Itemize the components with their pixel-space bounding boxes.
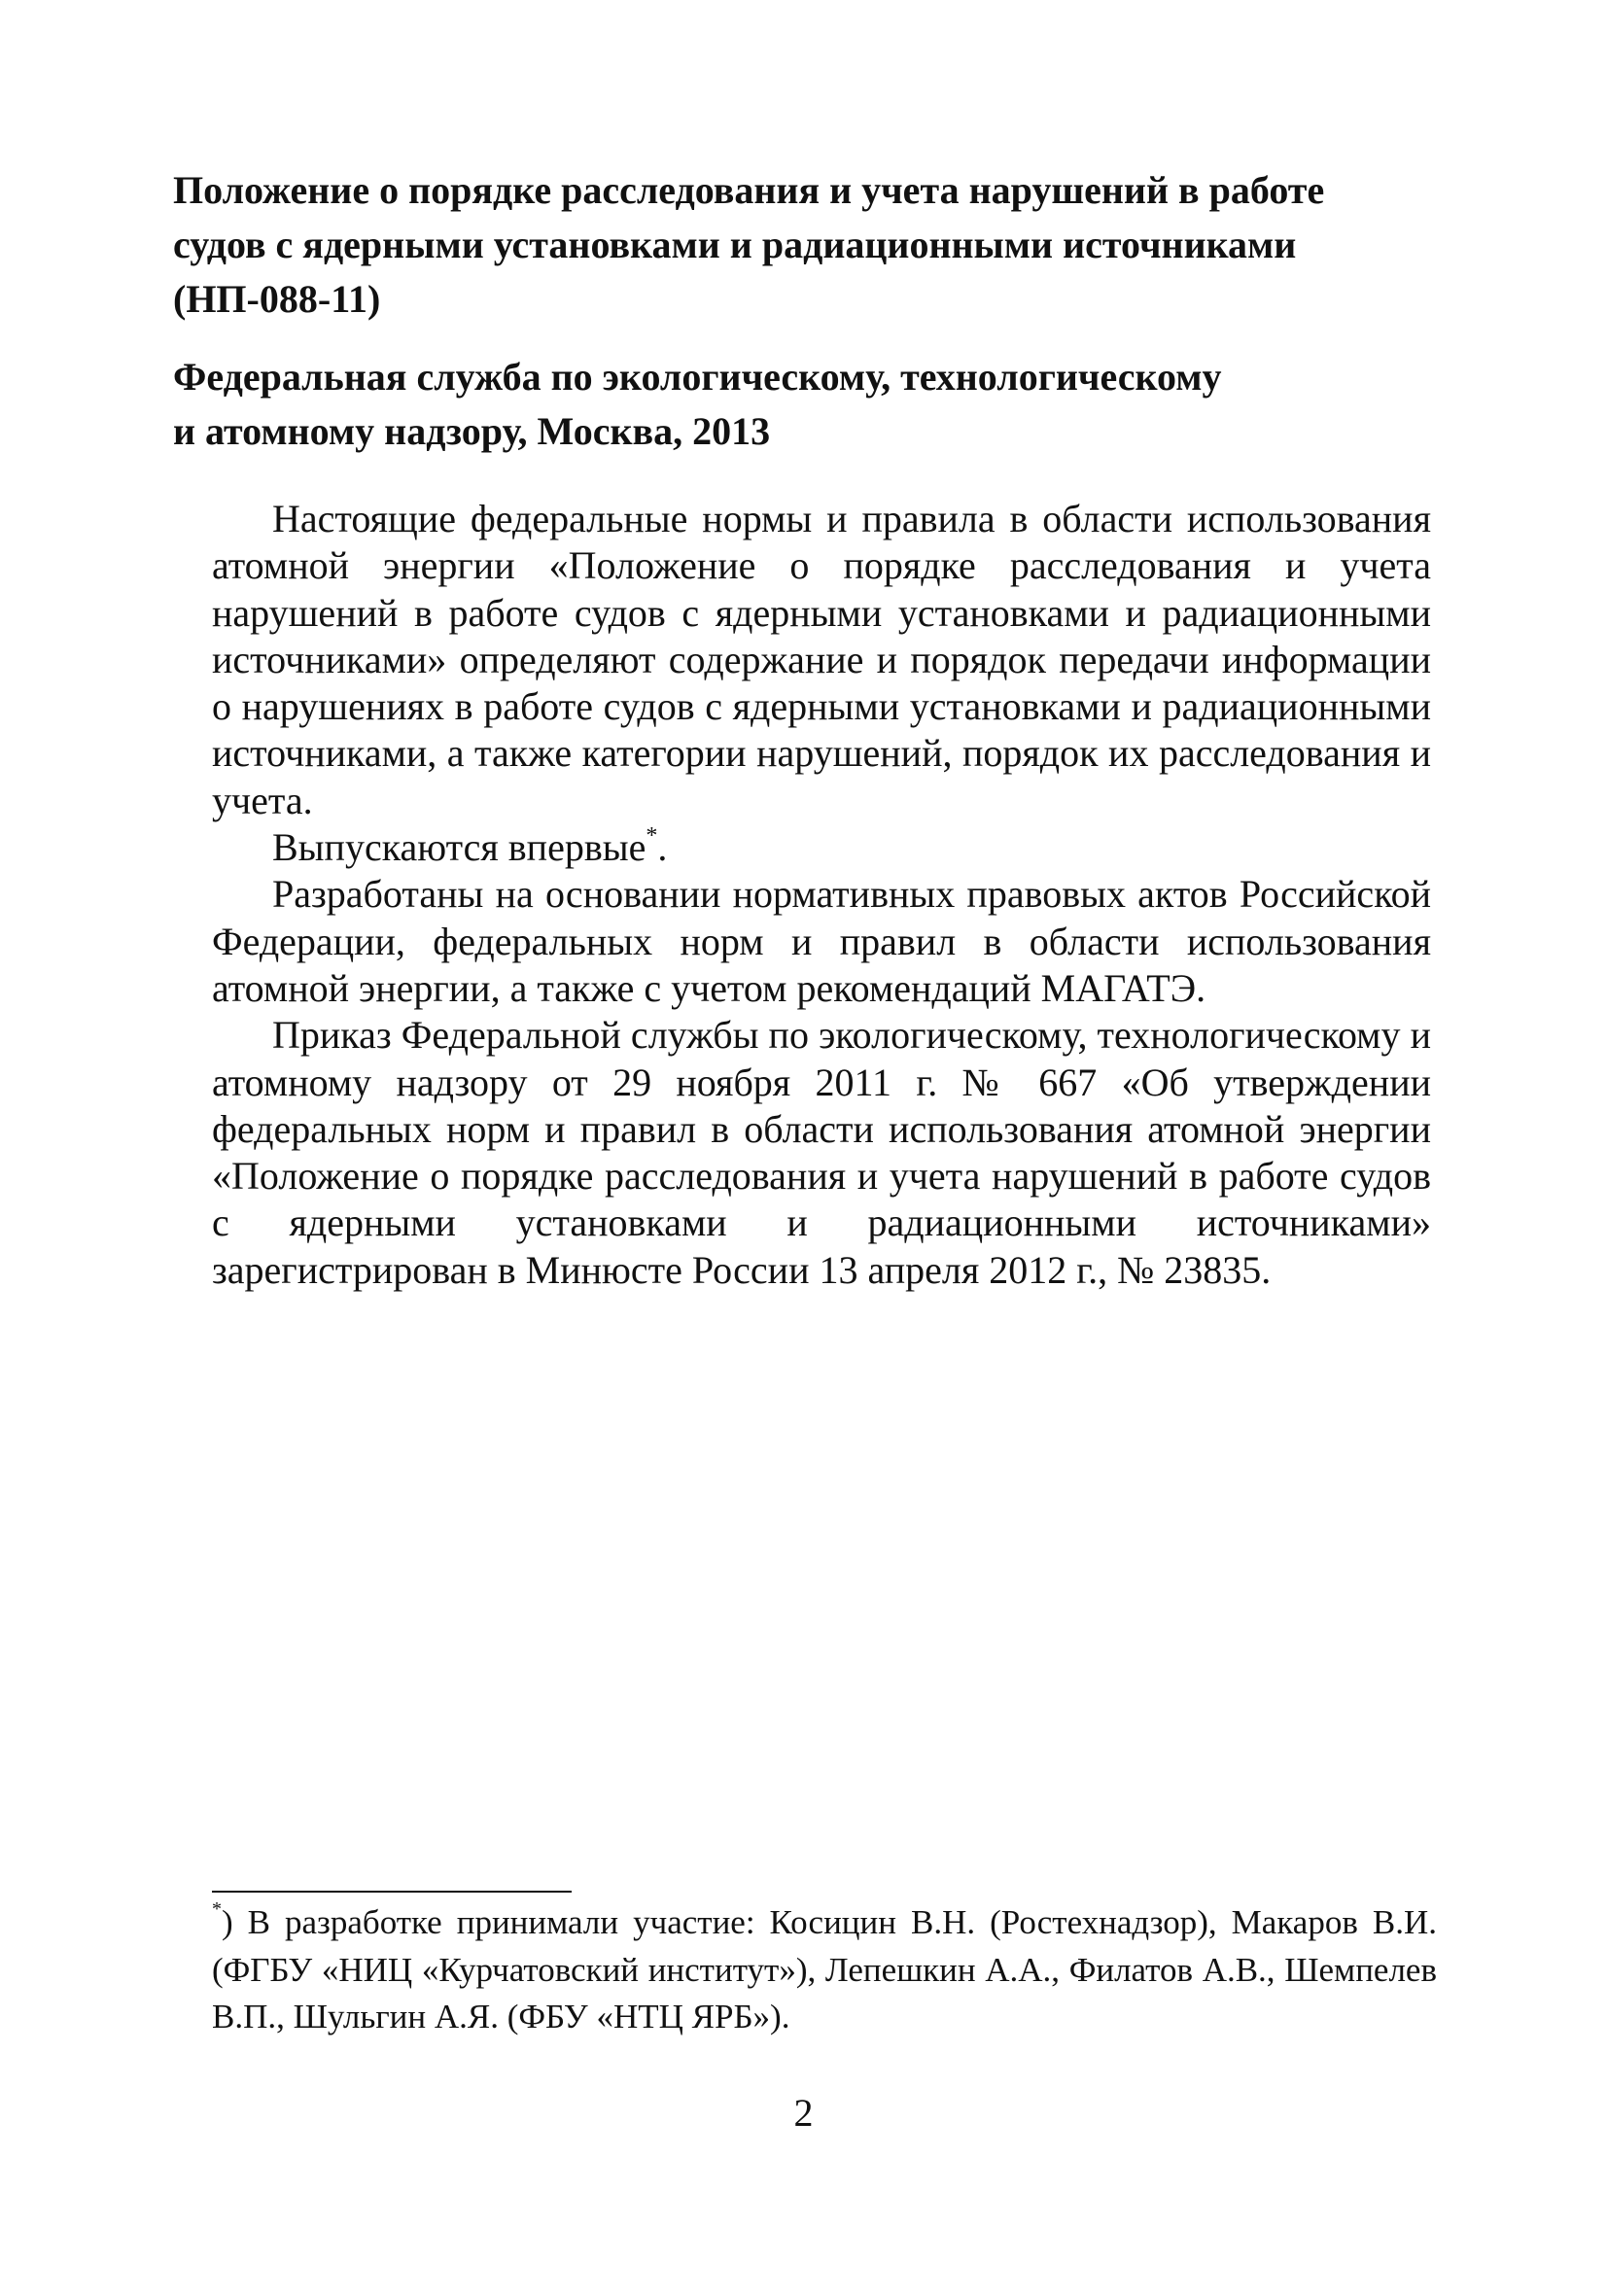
publisher-line-1: Федеральная служба по экологическому, технологическому [173, 355, 1222, 399]
footnote-divider [212, 1891, 572, 1893]
first-issue-paragraph [212, 824, 1431, 871]
footnote-marker: * [212, 1898, 222, 1920]
footnote-reference: * [646, 823, 658, 850]
basis-paragraph: Разработаны на основании нормативных правовых актов Российской Федерации, федеральных норм и правил в области использования атомной энергии, а также с учетом рекомендаций МАГАТЭ. [212, 872, 1431, 1010]
order-paragraph: Приказ Федеральной службы по экологическому, технологическому и атомному надзору от 29 ноября 2011 г. № 667 «Об утверждении федеральных норм и правил в области использования атомной энергии «Положение о порядке расследования и учета нарушений в работе судов с ядерными установками и радиационными источниками» зарегистрирован в Минюсте России 13 апреля 2012 г., № 23835. [212, 1013, 1431, 1292]
footnote [212, 1899, 1437, 2041]
first-issue-text: Выпускаются впервые [272, 825, 646, 870]
first-issue-end: . [657, 825, 668, 870]
title-line-1: Положение о порядке расследования и учета нарушений в работе [173, 168, 1325, 212]
title-line-3: (НП-088-11) [173, 277, 381, 321]
publisher-line-2: и атомному надзору, Москва, 2013 [173, 409, 771, 453]
footnote-paren: ) [222, 1903, 233, 1941]
title-line-2: судов с ядерными установками и радиационными источниками [173, 223, 1297, 266]
body-text [212, 496, 1431, 1294]
document-title [173, 163, 1456, 327]
page-number: 2 [793, 2091, 814, 2135]
intro-paragraph: Настоящие федеральные нормы и правила в области использования атомной энергии «Положение о порядке расследования и учета нарушений в работе судов с ядерными установками и радиационными источниками» определяют содержание и порядок передачи информации о нарушениях в работе судов с ядерными установками и радиационными источниками, а также категории нарушений, порядок их расследования и учета. [212, 497, 1431, 822]
footnote-text: В разработке принимали участие: Косицин В.Н. (Ростехнадзор), Макаров В.И. (ФГБУ «НИЦ «Курчатовский институт»), Лепешкин А.А., Филатов А.В., Шемпелев В.П., Шульгин А.Я. (ФБУ «НТЦ ЯРБ»). [212, 1903, 1437, 2035]
publisher-info [173, 350, 1456, 459]
